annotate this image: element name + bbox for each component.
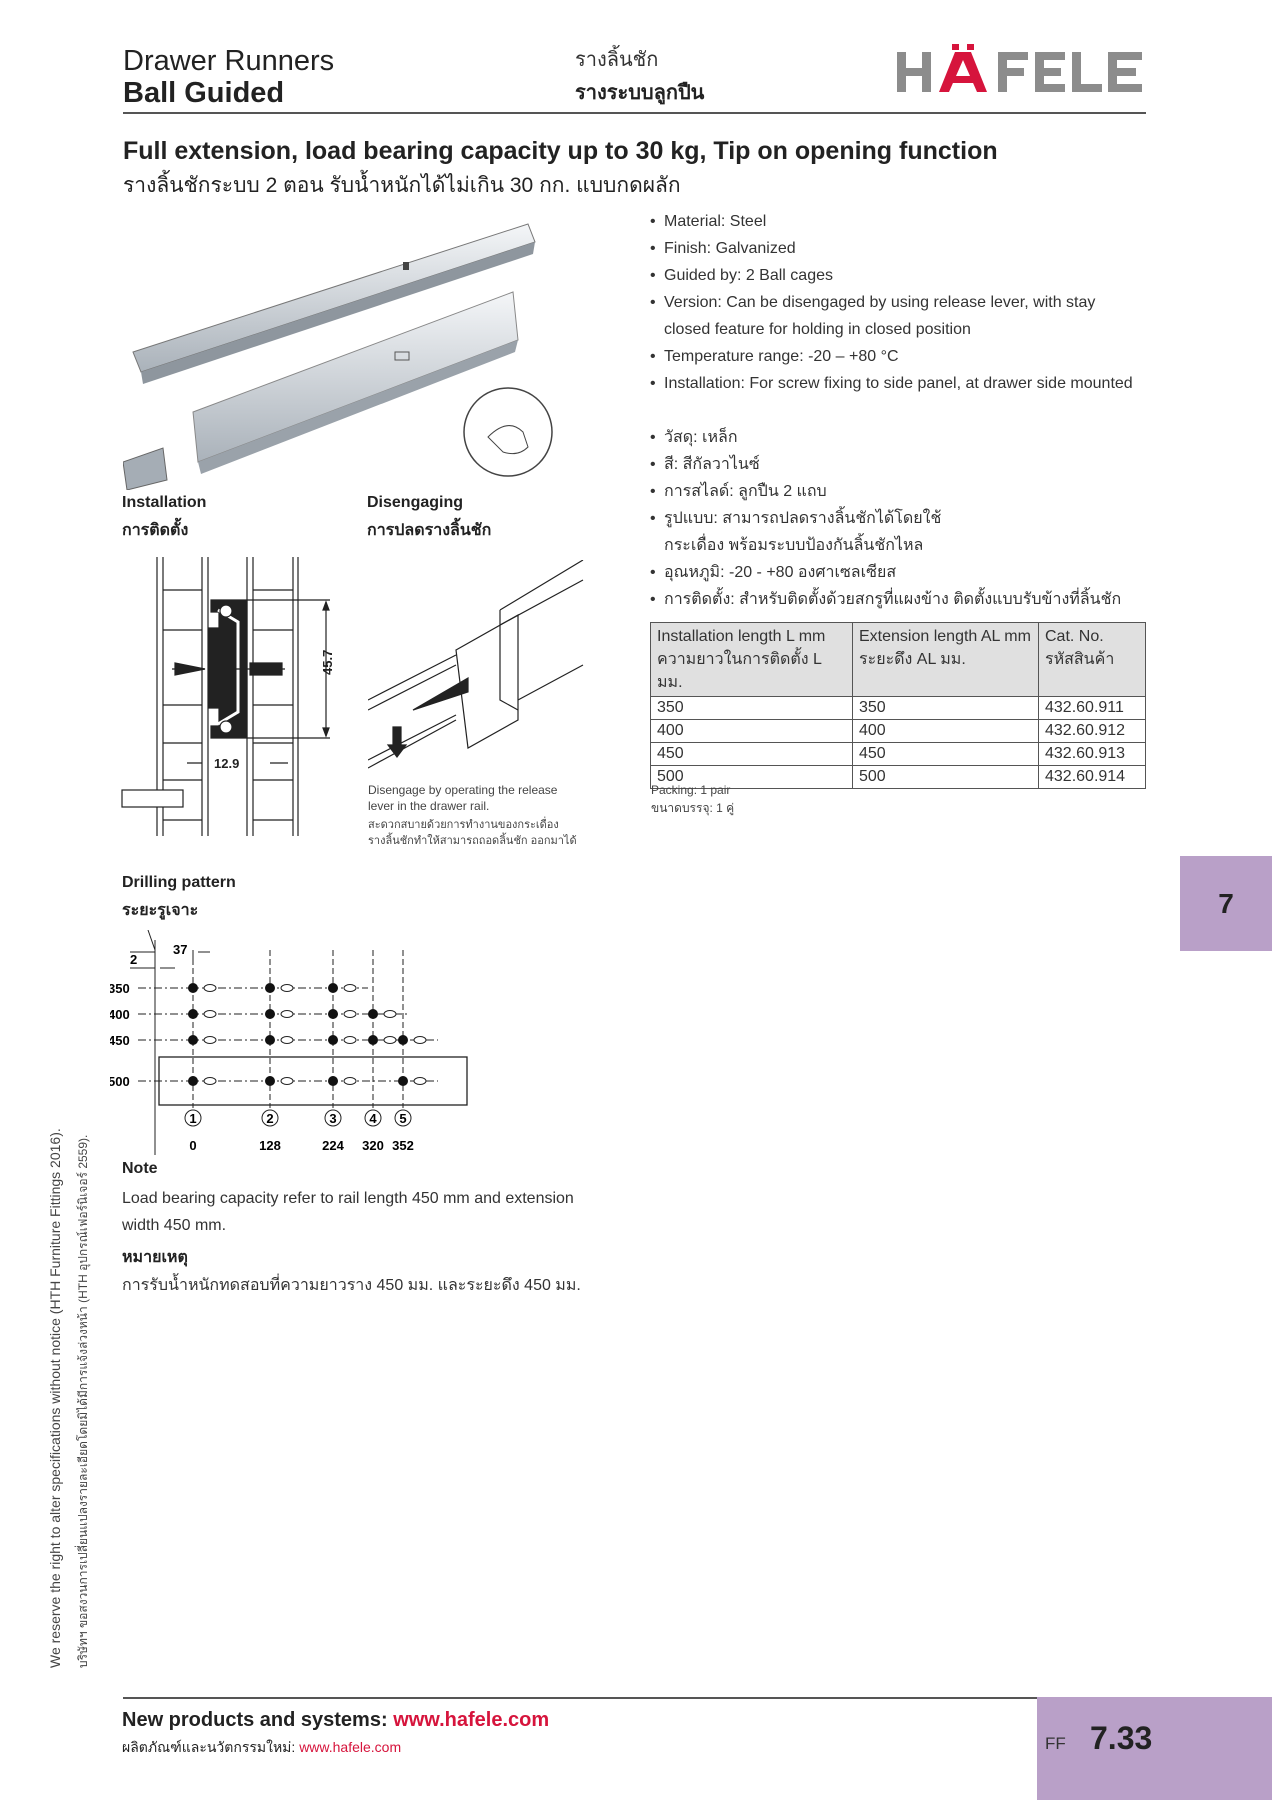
dim-width-label: 12.9 xyxy=(214,756,240,771)
packing-th: ขนาดบรรจุ: 1 คู่ xyxy=(651,801,735,815)
disclaimer-en: We reserve the right to alter specifications without notice (HTH Furniture Fittings 2016). xyxy=(47,1128,63,1668)
footer-divider xyxy=(123,1697,1037,1699)
slot-hole xyxy=(344,985,356,992)
spec-item: • Material: Steel xyxy=(650,208,1150,235)
spec-item: • Finish: Galvanized xyxy=(650,235,1150,262)
section-code: FF xyxy=(1045,1734,1066,1753)
drill-hole xyxy=(328,1035,338,1045)
footer-link-th[interactable]: www.hafele.com xyxy=(299,1739,402,1755)
drilling-heading-th: ระยะรูเจาะ xyxy=(122,902,199,919)
slot-hole xyxy=(281,1037,293,1044)
packing-en: Packing: 1 pair xyxy=(651,783,731,797)
spec-item-th: • การติดตั้ง: สำหรับติดตั้งด้วยสกรูที่แผงข้าง ติดตั้งแบบรับข้างที่ลิ้นชัก xyxy=(650,586,1150,613)
drill-hole xyxy=(328,1076,338,1086)
position-number: 4 xyxy=(369,1111,377,1126)
disengaging-diagram xyxy=(368,560,586,775)
disengaging-caption-th: สะดวกสบายด้วยการทำงานของกระเดื่อง รางลิ้นชักทำให้สามารถถอดลิ้นชัก ออกมาได้ xyxy=(368,819,577,847)
note-heading: Note xyxy=(122,1160,158,1177)
slot-hole xyxy=(384,1011,396,1018)
disengaging-heading-th: การปลดรางลิ้นชัก xyxy=(367,522,492,539)
drill-hole xyxy=(188,1076,198,1086)
spec-item-th: • การสไลด์: ลูกปืน 2 แถบ xyxy=(650,478,1150,505)
row-length-label: 500 xyxy=(110,1074,130,1089)
tip-on-icon xyxy=(464,388,552,476)
slot-hole xyxy=(281,1011,293,1018)
position-mm-label: 128 xyxy=(259,1138,281,1153)
disengaging-caption-en: Disengage by operating the release lever in the drawer rail. xyxy=(368,783,558,813)
slot-hole xyxy=(414,1037,426,1044)
note-text: Load bearing capacity refer to rail length 450 mm and extension width 450 mm. xyxy=(122,1190,574,1234)
installation-diagram xyxy=(110,480,360,860)
spec-item: • Guided by: 2 Ball cages xyxy=(650,262,1150,289)
footer-label-th: ผลิตภัณฑ์และนวัตกรรมใหม่: www.hafele.com xyxy=(122,1739,402,1755)
disclaimer-th: บริษัทฯ ขอสงวนการเปลี่ยนแปลงรายละเอียดโดยมิได้มีการแจ้งล่วงหน้า (HTH อุปกรณ์เฟอร์นิเจอร์ 2559). xyxy=(76,1134,90,1668)
page-number: 7.33 xyxy=(1090,1720,1153,1756)
product-subtitle: รางลิ้นชักระบบ 2 ตอน รับน้ำหนักได้ไม่เกิน 30 กก. แบบกดผลัก xyxy=(123,174,681,197)
position-mm-label: 352 xyxy=(392,1138,414,1153)
spec-item-th: • อุณหภูมิ: -20 - +80 องศาเซลเซียส xyxy=(650,559,1150,586)
slot-hole xyxy=(204,1037,216,1044)
note-heading-th: หมายเหตุ xyxy=(122,1249,188,1266)
header-subtitle: Ball Guided xyxy=(123,77,285,109)
drill-hole xyxy=(398,1076,408,1086)
drill-hole xyxy=(398,1035,408,1045)
header-thai-title: รางลิ้นชัก xyxy=(575,49,659,71)
drill-hole xyxy=(328,983,338,993)
spec-item: • Version: Can be disengaged by using release lever, with stay closed feature for holding in closed position xyxy=(650,289,1110,343)
drill-hole xyxy=(328,1009,338,1019)
drill-hole xyxy=(265,983,275,993)
dim-offset-label: 37 xyxy=(173,942,188,957)
specs-en-list xyxy=(650,208,1150,397)
drill-hole xyxy=(265,1009,275,1019)
row-length-label: 450 xyxy=(110,1033,130,1048)
slot-hole xyxy=(281,985,293,992)
drilling-heading: Drilling pattern xyxy=(122,874,236,891)
slot-hole xyxy=(384,1037,396,1044)
position-number: 3 xyxy=(329,1111,337,1126)
drill-hole xyxy=(188,1009,198,1019)
position-number: 5 xyxy=(399,1111,407,1126)
header-divider xyxy=(123,112,1146,114)
product-title: Full extension, load bearing capacity up to 30 kg, Tip on opening function xyxy=(123,137,998,165)
spec-item-th: • รูปแบบ: สามารถปลดรางลิ้นชักได้โดยใช้กระเดื่อง พร้อมระบบป้องกันลิ้นชักไหล xyxy=(650,505,1000,559)
spec-item-th: • สี: สีกัลวาไนซ์ xyxy=(650,451,1150,478)
note-text-th: การรับน้ำหนักทดสอบที่ความยาวราง 450 มม. และระยะดึง 450 มม. xyxy=(122,1277,581,1294)
installation-heading-th: การติดตั้ง xyxy=(122,522,189,539)
slot-hole xyxy=(344,1011,356,1018)
slot-hole xyxy=(204,985,216,992)
installation-heading: Installation xyxy=(122,494,207,511)
drill-hole xyxy=(368,1009,378,1019)
spec-item-th: • วัสดุ: เหล็ก xyxy=(650,424,1150,451)
slot-hole xyxy=(344,1037,356,1044)
slot-hole xyxy=(204,1078,216,1085)
page-number-block xyxy=(1037,1697,1272,1800)
slot-hole xyxy=(344,1078,356,1085)
drill-hole xyxy=(368,1035,378,1045)
hafele-logo xyxy=(895,44,1147,94)
table-row: 500 500 432.60.914 xyxy=(651,766,1146,789)
slot-hole xyxy=(204,1011,216,1018)
drill-hole xyxy=(265,1035,275,1045)
spec-item: • Temperature range: -20 – +80 °C xyxy=(650,343,1150,370)
slot-hole xyxy=(414,1078,426,1085)
footer-label: New products and systems: www.hafele.com xyxy=(122,1709,550,1731)
row-length-label: 350 xyxy=(110,981,130,996)
position-mm-label: 320 xyxy=(362,1138,384,1153)
disengaging-heading: Disengaging xyxy=(367,494,464,511)
table-row: 350 350 432.60.911 xyxy=(651,697,1146,720)
footer-link[interactable]: www.hafele.com xyxy=(393,1709,550,1731)
slot-hole xyxy=(281,1078,293,1085)
dim-edge-label: 2 xyxy=(130,952,138,967)
position-mm-label: 0 xyxy=(189,1138,197,1153)
product-image xyxy=(123,212,553,490)
chapter-tab[interactable]: 7 xyxy=(1180,856,1272,951)
dim-height-label: 45.7 xyxy=(320,649,335,675)
row-length-label: 400 xyxy=(110,1007,130,1022)
drill-hole xyxy=(265,1076,275,1086)
header-thai-subtitle: รางระบบลูกปืน xyxy=(575,82,705,104)
position-number: 1 xyxy=(189,1111,197,1126)
product-table xyxy=(650,622,1146,789)
column-header: Installation length L mm ความยาวในการติดตั้ง L มม. xyxy=(651,623,853,697)
drilling-diagram xyxy=(110,930,480,1160)
spec-item: • Installation: For screw fixing to side panel, at drawer side mounted xyxy=(650,370,1150,397)
position-number: 2 xyxy=(266,1111,274,1126)
drill-hole xyxy=(188,1035,198,1045)
header-title: Drawer Runners xyxy=(123,45,335,77)
table-row: 450 450 432.60.913 xyxy=(651,743,1146,766)
column-header: Cat. No. รหัสสินค้า xyxy=(1039,623,1146,697)
table-row: 400 400 432.60.912 xyxy=(651,720,1146,743)
column-header: Extension length AL mm ระยะดึง AL มม. xyxy=(853,623,1039,697)
position-mm-label: 224 xyxy=(322,1138,344,1153)
drill-hole xyxy=(188,983,198,993)
specs-th-list xyxy=(650,424,1150,613)
